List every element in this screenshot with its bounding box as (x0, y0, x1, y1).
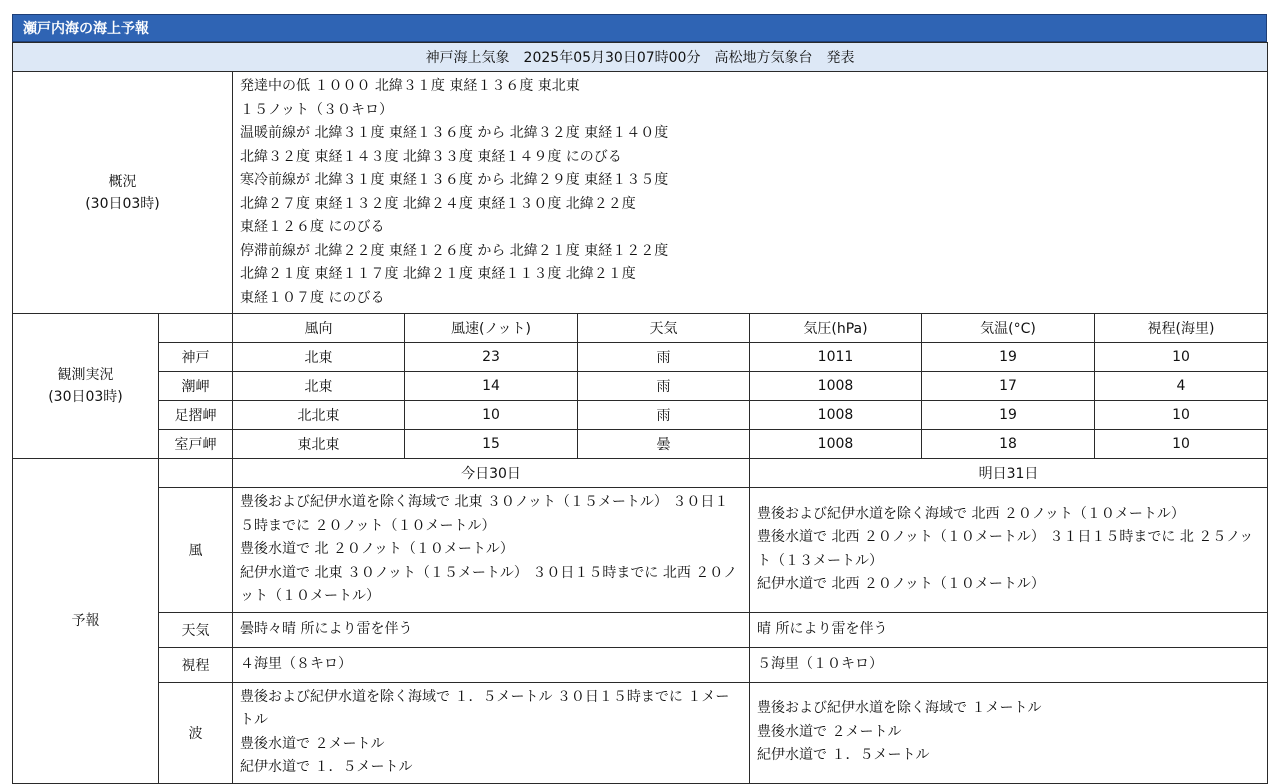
visibility-label: 視程 (159, 647, 233, 682)
obs-cell: 10 (1095, 401, 1268, 430)
obs-cell: 雨 (578, 343, 750, 372)
observation-header-blank (159, 314, 233, 343)
wind-forecast-day2 (750, 488, 1268, 613)
gaikyo-line: 北緯２１度 東経１１７度 北緯２１度 東経１１３度 北緯２１度 (240, 266, 636, 282)
obs-cell: 19 (922, 401, 1095, 430)
forecast-day2-header: 明日31日 (750, 459, 1268, 488)
gaikyo-text (233, 72, 1268, 314)
obs-cell: 4 (1095, 372, 1268, 401)
forecast-line: 豊後および紀伊水道を除く海域で １メートル (757, 700, 1042, 717)
obs-cell: 23 (405, 343, 578, 372)
gaikyo-line: １５ノット（３０キロ） (240, 101, 394, 118)
forecast-table (12, 42, 1268, 784)
issuer-line: 神戸海上気象 2025年05月30日07時00分 高松地方気象台 発表 (13, 43, 1268, 72)
forecast-line: 紀伊水道で 北西 ２０ノット（１０メートル） (757, 576, 1045, 593)
forecast-day1-header: 今日30日 (233, 459, 750, 488)
gaikyo-line: 東経１２６度 にのびる (240, 219, 385, 235)
obs-cell: 1008 (750, 401, 922, 430)
gaikyo-time: (30日03時) (85, 195, 160, 212)
forecast-line: 豊後水道で ２メートル (240, 735, 385, 752)
obs-cell: 10 (405, 401, 578, 430)
obs-header: 視程(海里) (1095, 314, 1268, 343)
forecast-line: 紀伊水道で 北東 ３０ノット（１５メートル） ３０日１５時までに 北西 ２０ノット（１０メートル） (240, 564, 738, 604)
panel-title: 瀬戸内海の海上予報 (12, 14, 1267, 42)
observation-row (13, 430, 1268, 459)
weather-forecast-day2: 晴 所により雷を伴う (750, 612, 1268, 647)
forecast-line: 豊後および紀伊水道を除く海域で 北東 ３０ノット（１５メートル） ３０日１５時までに ２０ノット（１０メートル） (240, 494, 729, 534)
gaikyo-label: 概況 (108, 173, 137, 190)
obs-cell: 14 (405, 372, 578, 401)
forecast-header-blank (159, 459, 233, 488)
forecast-line: 紀伊水道で １．５メートル (757, 747, 930, 764)
obs-header: 風向 (233, 314, 405, 343)
gaikyo-line: 東経１０７度 にのびる (240, 289, 385, 306)
gaikyo-line: 北緯３２度 東経１４３度 北緯３３度 東経１４９度 にのびる (240, 148, 622, 165)
obs-header: 風速(ノット) (405, 314, 578, 343)
obs-cell: 1008 (750, 372, 922, 401)
gaikyo-label-cell (13, 72, 233, 314)
gaikyo-line: 北緯２７度 東経１３２度 北緯２４度 東経１３０度 北緯２２度 (240, 195, 636, 212)
forecast-line: 豊後水道で ２メートル (757, 723, 902, 740)
visibility-forecast-day2: ５海里（１０キロ） (750, 647, 1268, 682)
obs-cell: 1008 (750, 430, 922, 459)
weather-label: 天気 (159, 612, 233, 647)
waves-forecast-day2 (750, 682, 1268, 783)
obs-header: 気圧(hPa) (750, 314, 922, 343)
obs-cell: 北東 (233, 343, 405, 372)
waves-label: 波 (159, 682, 233, 783)
obs-cell: 17 (922, 372, 1095, 401)
obs-cell: 北東 (233, 372, 405, 401)
gaikyo-line: 発達中の低 １０００ 北緯３１度 東経１３６度 東北東 (240, 78, 580, 94)
marine-forecast-panel (12, 14, 1267, 784)
obs-cell: 10 (1095, 430, 1268, 459)
gaikyo-line: 寒冷前線が 北緯３１度 東経１３６度 から 北緯２９度 東経１３５度 (240, 172, 669, 188)
station-name: 潮岬 (159, 372, 233, 401)
wind-forecast-day1 (233, 488, 750, 613)
forecast-line: 豊後および紀伊水道を除く海域で １．５メートル ３０日１５時までに １メートル (240, 688, 730, 728)
obs-cell: 雨 (578, 401, 750, 430)
forecast-line: 豊後および紀伊水道を除く海域で 北西 ２０ノット（１０メートル） (757, 505, 1185, 522)
observation-row (13, 372, 1268, 401)
obs-cell: 18 (922, 430, 1095, 459)
weather-forecast-day1: 曇時々晴 所により雷を伴う (233, 612, 750, 647)
observation-label-cell (13, 314, 159, 459)
obs-cell: 雨 (578, 372, 750, 401)
observation-row (13, 343, 1268, 372)
observation-row (13, 401, 1268, 430)
obs-header: 天気 (578, 314, 750, 343)
forecast-line: 紀伊水道で １．５メートル (240, 759, 413, 775)
station-name: 神戸 (159, 343, 233, 372)
forecast-label: 予報 (13, 459, 159, 784)
obs-cell: 東北東 (233, 430, 405, 459)
observation-time: (30日03時) (48, 389, 123, 405)
obs-header: 気温(°C) (922, 314, 1095, 343)
visibility-forecast-day1: ４海里（８キロ） (233, 647, 750, 682)
obs-cell: 19 (922, 343, 1095, 372)
obs-cell: 1011 (750, 343, 922, 372)
wind-label: 風 (159, 488, 233, 613)
obs-cell: 曇 (578, 430, 750, 459)
obs-cell: 北北東 (233, 401, 405, 430)
forecast-line: 豊後水道で 北 ２０ノット（１０メートル） (240, 541, 514, 557)
obs-cell: 15 (405, 430, 578, 459)
observation-label: 観測実況 (57, 367, 114, 383)
forecast-line: 豊後水道で 北西 ２０ノット（１０メートル） ３１日１５時までに 北 ２５ノット（１３メートル） (757, 529, 1254, 569)
station-name: 足摺岬 (159, 401, 233, 430)
gaikyo-line: 温暖前線が 北緯３１度 東経１３６度 から 北緯３２度 東経１４０度 (240, 125, 669, 141)
station-name: 室戸岬 (159, 430, 233, 459)
gaikyo-line: 停滞前線が 北緯２２度 東経１２６度 から 北緯２１度 東経１２２度 (240, 242, 669, 259)
obs-cell: 10 (1095, 343, 1268, 372)
waves-forecast-day1 (233, 682, 750, 783)
